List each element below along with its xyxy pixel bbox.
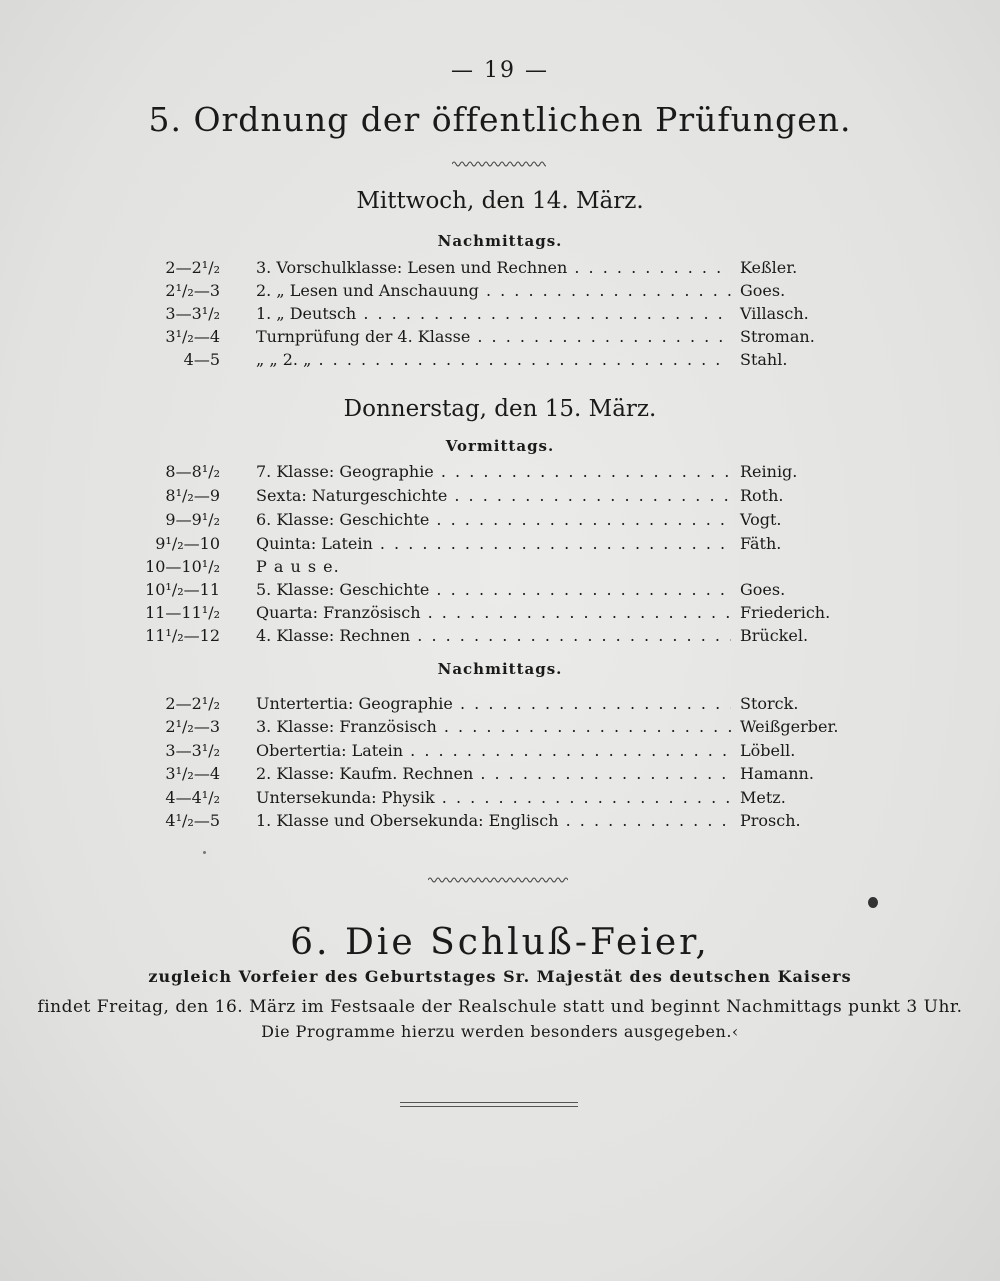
time-slot: 2—2¹/₂ bbox=[165, 258, 220, 277]
time-slot: 11¹/₂—12 bbox=[145, 626, 220, 645]
exam-subject: 3. Vorschulklasse: Lesen und Rechnen . . . bbox=[256, 256, 731, 280]
period-heading-morning: Vormittags. bbox=[445, 437, 555, 455]
teacher-name: Reinig. bbox=[740, 462, 798, 481]
teacher-name: Stahl. bbox=[740, 350, 788, 369]
day-heading-thursday: Donnerstag, den 15. März. bbox=[343, 396, 657, 422]
teacher-name: Fäth. bbox=[740, 534, 782, 553]
exam-subject: Untertertia: Geographie . . . bbox=[256, 692, 731, 716]
time-slot: 3¹/₂—4 bbox=[165, 327, 220, 346]
teacher-name: Villasch. bbox=[740, 304, 809, 323]
schedule-row bbox=[0, 601, 1000, 625]
schedule-row bbox=[0, 325, 1000, 349]
time-slot: 9¹/₂—10 bbox=[155, 534, 220, 553]
teacher-name: Goes. bbox=[740, 281, 786, 300]
exam-subject: 3. Klasse: Französisch . . . bbox=[256, 715, 731, 739]
schedule-row bbox=[0, 624, 1000, 648]
teacher-name: Stroman. bbox=[740, 327, 815, 346]
schedule-row bbox=[0, 484, 1000, 508]
time-slot: 8¹/₂—9 bbox=[165, 486, 220, 505]
section-6-text-line: Die Programme hierzu werden besonders ausgegeben.‹ bbox=[261, 1022, 739, 1041]
teacher-name: Weißgerber. bbox=[740, 717, 839, 736]
exam-subject: Untersekunda: Physik . . . bbox=[256, 786, 731, 810]
pause-label: P a u s e. bbox=[256, 557, 340, 576]
exam-subject: 1. Klasse und Obersekunda: Englisch . . . bbox=[256, 809, 731, 833]
period-heading-afternoon: Nachmittags. bbox=[437, 660, 563, 678]
time-slot: 8—8¹/₂ bbox=[165, 462, 220, 481]
exam-subject: 6. Klasse: Geschichte . . . bbox=[256, 508, 731, 532]
teacher-name: Brückel. bbox=[740, 626, 809, 645]
period-heading-afternoon: Nachmittags. bbox=[437, 232, 563, 250]
time-slot: 9—9¹/₂ bbox=[165, 510, 220, 529]
teacher-name: Storck. bbox=[740, 694, 799, 713]
teacher-name: Hamann. bbox=[740, 764, 814, 783]
schedule-row bbox=[0, 256, 1000, 280]
schedule-row bbox=[0, 739, 1000, 763]
exam-subject: 4. Klasse: Rechnen . . . bbox=[256, 624, 731, 648]
teacher-name: Keßler. bbox=[740, 258, 798, 277]
wavy-divider bbox=[452, 160, 546, 168]
page-number: — 19 — bbox=[451, 58, 549, 83]
time-slot: 10—10¹/₂ bbox=[145, 557, 220, 576]
schedule-row bbox=[0, 692, 1000, 716]
schedule-row bbox=[0, 279, 1000, 303]
section-6-subheading: zugleich Vorfeier des Geburtstages Sr. Majestät des deutschen Kaisers bbox=[148, 967, 852, 986]
exam-subject: „ „ 2. „ . . . bbox=[256, 348, 731, 372]
teacher-name: Goes. bbox=[740, 580, 786, 599]
schedule-row bbox=[0, 762, 1000, 786]
section-5-heading: 5. Ordnung der öffentlichen Prüfungen. bbox=[148, 100, 852, 139]
teacher-name: Löbell. bbox=[740, 741, 796, 760]
time-slot: 2¹/₂—3 bbox=[165, 717, 220, 736]
exam-subject: Sexta: Naturgeschichte . . . bbox=[256, 484, 731, 508]
schedule-row-pause bbox=[0, 555, 1000, 579]
section-6-heading: 6. Die Schluß-Feier, bbox=[290, 922, 710, 963]
teacher-name: Roth. bbox=[740, 486, 784, 505]
schedule-row bbox=[0, 508, 1000, 532]
time-slot: 4—5 bbox=[183, 350, 220, 369]
closing-double-rule bbox=[400, 1102, 578, 1107]
time-slot: 2—2¹/₂ bbox=[165, 694, 220, 713]
exam-subject: Obertertia: Latein . . . bbox=[256, 739, 731, 763]
exam-subject: 2. Klasse: Kaufm. Rechnen . . . bbox=[256, 762, 731, 786]
schedule-row bbox=[0, 809, 1000, 833]
schedule-row bbox=[0, 578, 1000, 602]
exam-subject: Turnprüfung der 4. Klasse . . . bbox=[256, 325, 731, 349]
paper-speck bbox=[203, 851, 206, 854]
schedule-row bbox=[0, 302, 1000, 326]
exam-subject: 5. Klasse: Geschichte . . . bbox=[256, 578, 731, 602]
exam-subject: 7. Klasse: Geographie . . . bbox=[256, 460, 731, 484]
time-slot: 10¹/₂—11 bbox=[145, 580, 220, 599]
schedule-row bbox=[0, 786, 1000, 810]
section-6-text-line: findet Freitag, den 16. März im Festsaale der Realschule statt und beginnt Nachmittags punkt 3 Uhr. bbox=[37, 997, 963, 1017]
schedule-row bbox=[0, 532, 1000, 556]
time-slot: 2¹/₂—3 bbox=[165, 281, 220, 300]
exam-subject: 2. „ Lesen und Anschauung . . . bbox=[256, 279, 731, 303]
time-slot: 3—3¹/₂ bbox=[165, 741, 220, 760]
exam-subject: Quarta: Französisch . . . bbox=[256, 601, 731, 625]
teacher-name: Vogt. bbox=[740, 510, 782, 529]
wavy-divider bbox=[428, 876, 568, 884]
teacher-name: Friederich. bbox=[740, 603, 831, 622]
time-slot: 4—4¹/₂ bbox=[165, 788, 220, 807]
time-slot: 11—11¹/₂ bbox=[145, 603, 220, 622]
exam-subject: 1. „ Deutsch . . . bbox=[256, 302, 731, 326]
teacher-name: Metz. bbox=[740, 788, 786, 807]
schedule-row bbox=[0, 348, 1000, 372]
teacher-name: Prosch. bbox=[740, 811, 801, 830]
time-slot: 4¹/₂—5 bbox=[165, 811, 220, 830]
time-slot: 3¹/₂—4 bbox=[165, 764, 220, 783]
time-slot: 3—3¹/₂ bbox=[165, 304, 220, 323]
schedule-row bbox=[0, 715, 1000, 739]
ink-blot bbox=[868, 897, 878, 908]
exam-subject: Quinta: Latein . . . bbox=[256, 532, 731, 556]
schedule-row bbox=[0, 460, 1000, 484]
day-heading-wednesday: Mittwoch, den 14. März. bbox=[356, 188, 644, 214]
